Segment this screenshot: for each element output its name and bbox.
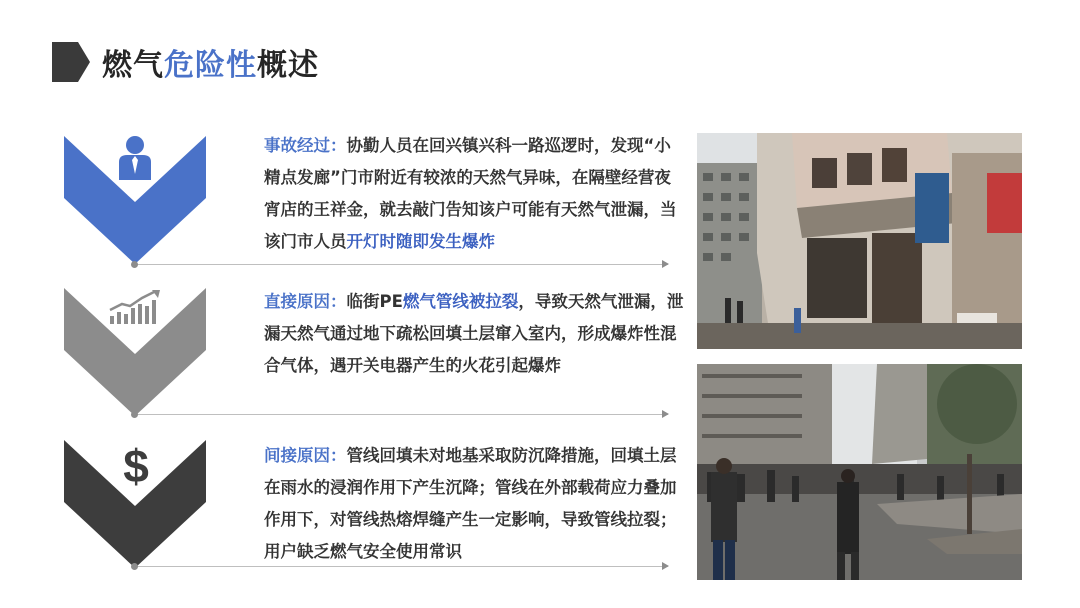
title-marker-icon — [52, 42, 90, 82]
row-text: 管线回填未对地基采取防沉降措施，回填土层在雨水的浸润作用下产生沉降；管线在外部载荷应力叠加作用下，对管线热熔焊缝产生一定影响，导致管线拉裂；用户缺乏燃气安全使用常识 — [264, 446, 677, 561]
person-icon — [116, 134, 154, 180]
damaged-building-photo — [697, 133, 1022, 349]
timeline-dot — [131, 261, 138, 268]
row-text: 临街PE — [346, 292, 403, 311]
direct-cause-row — [0, 282, 690, 432]
timeline-arrow — [662, 410, 669, 418]
explosion-street-crowd-photo — [697, 364, 1022, 580]
dollar-icon — [118, 440, 154, 492]
timeline-dot — [131, 411, 138, 418]
title-part2: 概述 — [257, 48, 319, 83]
row-label: 间接原因： — [264, 446, 347, 465]
accident-process-row — [0, 130, 690, 280]
direct-cause-text — [264, 286, 684, 382]
growth-chart-icon — [108, 290, 162, 326]
indirect-cause-row — [0, 436, 690, 586]
row-text-end: ，导致天然气泄漏，泄漏天然气通过地下疏松回填土层窜入室内，形成爆炸性混合气体，遇开关电器产生的火花引起爆炸 — [264, 292, 684, 375]
row-label: 直接原因： — [264, 292, 347, 311]
title-highlight: 危险性 — [164, 48, 257, 83]
row-text: 协勤人员在回兴镇兴科一路巡逻时，发现“小精点发廊”门市附近有较浓的天然气异味，在隔壁经营夜宵店的王祥金，就去敲门告知该户可能有天然气泄漏，当该门市人员 — [264, 136, 677, 251]
slide-title — [102, 40, 319, 84]
timeline-line — [134, 264, 668, 265]
timeline-arrow — [662, 260, 669, 268]
row-emphasis: 燃气管线被拉裂 — [402, 292, 519, 311]
accident-process-text — [264, 130, 684, 258]
row-emphasis: 开灯时随即发生爆炸 — [346, 232, 495, 251]
indirect-cause-text — [264, 440, 684, 568]
svg-text:$: $ — [123, 440, 149, 492]
title-part1: 燃气 — [102, 48, 164, 83]
timeline-line — [134, 414, 668, 415]
row-label: 事故经过： — [264, 136, 347, 155]
timeline-dot — [131, 563, 138, 570]
